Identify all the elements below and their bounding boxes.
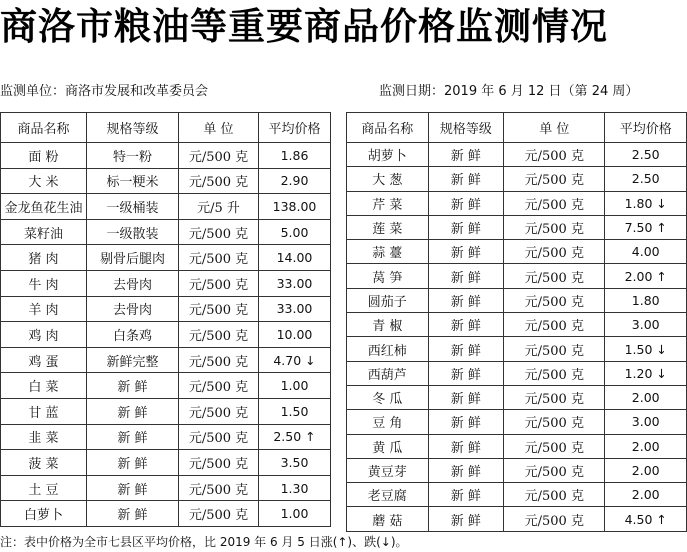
table-row <box>1 450 331 476</box>
product-name: 老豆腐 <box>347 483 429 507</box>
average-price: 33.00 <box>259 296 331 322</box>
spec-grade: 新 鲜 <box>428 507 504 531</box>
unit: 元/500 克 <box>504 458 605 482</box>
unit: 元/500 克 <box>179 373 259 399</box>
table-row <box>1 347 331 373</box>
header-unit: 单 位 <box>179 113 259 143</box>
unit: 元/500 克 <box>179 475 259 501</box>
table-row <box>1 245 331 271</box>
table-row <box>347 361 687 385</box>
product-name: 菜籽油 <box>1 219 87 245</box>
table-row <box>347 240 687 264</box>
average-price: 33.00 <box>259 270 331 296</box>
product-name: 韭 菜 <box>1 424 87 450</box>
unit: 元/500 克 <box>179 168 259 194</box>
average-price: 10.00 <box>259 322 331 348</box>
product-name: 芹 菜 <box>347 191 429 215</box>
spec-grade: 去骨肉 <box>87 270 179 296</box>
spec-grade: 标一粳米 <box>87 168 179 194</box>
table-row <box>1 219 331 245</box>
product-name: 西红柿 <box>347 337 429 361</box>
average-price: 4.70 ↓ <box>259 347 331 373</box>
spec-grade: 一级桶装 <box>87 194 179 220</box>
left-price-table <box>0 112 331 527</box>
table-row <box>1 501 331 527</box>
spec-grade: 新 鲜 <box>428 240 504 264</box>
average-price: 1.20 ↓ <box>605 361 687 385</box>
unit: 元/500 克 <box>504 385 605 409</box>
table-row <box>347 143 687 167</box>
header-price: 平均价格 <box>259 113 331 143</box>
product-name: 牛 肉 <box>1 270 87 296</box>
unit: 元/500 克 <box>504 483 605 507</box>
average-price: 4.50 ↑ <box>605 507 687 531</box>
spec-grade: 新 鲜 <box>428 434 504 458</box>
spec-grade: 白条鸡 <box>87 322 179 348</box>
spec-grade: 去骨肉 <box>87 296 179 322</box>
spec-grade: 新 鲜 <box>428 313 504 337</box>
product-name: 青 椒 <box>347 313 429 337</box>
table-row <box>347 337 687 361</box>
table-row <box>1 296 331 322</box>
table-row <box>1 373 331 399</box>
spec-grade: 新 鲜 <box>428 167 504 191</box>
table-header-row <box>347 113 687 143</box>
product-name: 鸡 肉 <box>1 322 87 348</box>
unit: 元/500 克 <box>504 337 605 361</box>
table-row <box>347 215 687 239</box>
unit: 元/500 克 <box>504 191 605 215</box>
average-price: 1.86 <box>259 143 331 169</box>
spec-grade: 新 鲜 <box>428 143 504 167</box>
product-name: 圆茄子 <box>347 288 429 312</box>
header-name: 商品名称 <box>347 113 429 143</box>
spec-grade: 新 鲜 <box>428 191 504 215</box>
header-unit: 单 位 <box>504 113 605 143</box>
average-price: 138.00 <box>259 194 331 220</box>
unit: 元/500 克 <box>504 167 605 191</box>
table-row <box>1 194 331 220</box>
table-row <box>1 475 331 501</box>
average-price: 2.50 <box>605 167 687 191</box>
unit: 元/500 克 <box>504 215 605 239</box>
table-row <box>347 410 687 434</box>
average-price: 2.00 <box>605 434 687 458</box>
table-row <box>1 270 331 296</box>
average-price: 1.50 <box>259 398 331 424</box>
unit: 元/500 克 <box>504 507 605 531</box>
spec-grade: 新 鲜 <box>87 475 179 501</box>
product-name: 莴 笋 <box>347 264 429 288</box>
average-price: 4.00 <box>605 240 687 264</box>
table-row <box>347 167 687 191</box>
average-price: 1.50 ↓ <box>605 337 687 361</box>
product-name: 土 豆 <box>1 475 87 501</box>
table-row <box>1 398 331 424</box>
unit: 元/500 克 <box>179 270 259 296</box>
spec-grade: 特一粉 <box>87 143 179 169</box>
footnote: 注：表中价格为全市七县区平均价格，比 2019 年 6 月 5 日涨(↑)、跌(↓)。 <box>0 535 408 549</box>
unit: 元/500 克 <box>179 424 259 450</box>
spec-grade: 新 鲜 <box>87 424 179 450</box>
product-name: 甘 蓝 <box>1 398 87 424</box>
product-name: 莲 菜 <box>347 215 429 239</box>
product-name: 蘑 菇 <box>347 507 429 531</box>
unit: 元/500 克 <box>504 410 605 434</box>
product-name: 豆 角 <box>347 410 429 434</box>
product-name: 黄 瓜 <box>347 434 429 458</box>
unit: 元/500 克 <box>504 313 605 337</box>
table-header-row <box>1 113 331 143</box>
product-name: 白 菜 <box>1 373 87 399</box>
average-price: 2.50 <box>605 143 687 167</box>
spec-grade: 剔骨后腿肉 <box>87 245 179 271</box>
spec-grade: 新 鲜 <box>428 385 504 409</box>
average-price: 2.50 ↑ <box>259 424 331 450</box>
spec-grade: 新 鲜 <box>87 501 179 527</box>
spec-grade: 新 鲜 <box>428 264 504 288</box>
unit: 元/500 克 <box>179 398 259 424</box>
average-price: 2.00 <box>605 483 687 507</box>
right-price-table <box>346 112 687 532</box>
average-price: 5.00 <box>259 219 331 245</box>
header-name: 商品名称 <box>1 113 87 143</box>
spec-grade: 一级散装 <box>87 219 179 245</box>
unit: 元/500 克 <box>504 361 605 385</box>
table-row <box>347 434 687 458</box>
product-name: 黄豆芽 <box>347 458 429 482</box>
average-price: 1.00 <box>259 501 331 527</box>
product-name: 金龙鱼花生油 <box>1 194 87 220</box>
unit: 元/500 克 <box>179 296 259 322</box>
spec-grade: 新鲜完整 <box>87 347 179 373</box>
table-row <box>1 424 331 450</box>
table-row <box>347 313 687 337</box>
header-spec: 规格等级 <box>428 113 504 143</box>
spec-grade: 新 鲜 <box>428 337 504 361</box>
spec-grade: 新 鲜 <box>87 398 179 424</box>
average-price: 1.30 <box>259 475 331 501</box>
table-row <box>1 168 331 194</box>
unit: 元/500 克 <box>179 322 259 348</box>
product-name: 蒜 薹 <box>347 240 429 264</box>
monitor-date: 监测日期：2019 年 6 月 12 日（第 24 周） <box>379 84 639 99</box>
unit: 元/500 克 <box>504 240 605 264</box>
spec-grade: 新 鲜 <box>428 410 504 434</box>
product-name: 猪 肉 <box>1 245 87 271</box>
table-row <box>347 385 687 409</box>
spec-grade: 新 鲜 <box>428 288 504 312</box>
table-row <box>347 507 687 531</box>
product-name: 鸡 蛋 <box>1 347 87 373</box>
table-row <box>347 264 687 288</box>
spec-grade: 新 鲜 <box>428 458 504 482</box>
average-price: 7.50 ↑ <box>605 215 687 239</box>
monitor-unit: 监测单位：商洛市发展和改革委员会 <box>0 84 209 99</box>
unit: 元/500 克 <box>179 501 259 527</box>
spec-grade: 新 鲜 <box>87 373 179 399</box>
average-price: 14.00 <box>259 245 331 271</box>
product-name: 羊 肉 <box>1 296 87 322</box>
average-price: 1.80 <box>605 288 687 312</box>
product-name: 大 米 <box>1 168 87 194</box>
average-price: 3.50 <box>259 450 331 476</box>
unit: 元/500 克 <box>179 219 259 245</box>
product-name: 胡萝卜 <box>347 143 429 167</box>
product-name: 面 粉 <box>1 143 87 169</box>
unit: 元/500 克 <box>504 264 605 288</box>
average-price: 3.00 <box>605 410 687 434</box>
header-spec: 规格等级 <box>87 113 179 143</box>
unit: 元/500 克 <box>179 450 259 476</box>
average-price: 2.90 <box>259 168 331 194</box>
unit: 元/500 克 <box>179 143 259 169</box>
average-price: 2.00 ↑ <box>605 264 687 288</box>
table-row <box>1 143 331 169</box>
product-name: 白萝卜 <box>1 501 87 527</box>
table-row <box>1 322 331 348</box>
average-price: 2.00 <box>605 458 687 482</box>
spec-grade: 新 鲜 <box>428 483 504 507</box>
unit: 元/500 克 <box>179 347 259 373</box>
table-row <box>347 191 687 215</box>
unit: 元/500 克 <box>179 245 259 271</box>
unit: 元/500 克 <box>504 434 605 458</box>
average-price: 3.00 <box>605 313 687 337</box>
product-name: 菠 菜 <box>1 450 87 476</box>
product-name: 西葫芦 <box>347 361 429 385</box>
average-price: 1.00 <box>259 373 331 399</box>
average-price: 1.80 ↓ <box>605 191 687 215</box>
spec-grade: 新 鲜 <box>428 361 504 385</box>
table-row <box>347 483 687 507</box>
unit: 元/5 升 <box>179 194 259 220</box>
average-price: 2.00 <box>605 385 687 409</box>
product-name: 大 葱 <box>347 167 429 191</box>
unit: 元/500 克 <box>504 143 605 167</box>
table-row <box>347 458 687 482</box>
page-title: 商洛市粮油等重要商品价格监测情况 <box>0 5 608 48</box>
table-row <box>347 288 687 312</box>
header-price: 平均价格 <box>605 113 687 143</box>
spec-grade: 新 鲜 <box>428 215 504 239</box>
unit: 元/500 克 <box>504 288 605 312</box>
product-name: 冬 瓜 <box>347 385 429 409</box>
spec-grade: 新 鲜 <box>87 450 179 476</box>
